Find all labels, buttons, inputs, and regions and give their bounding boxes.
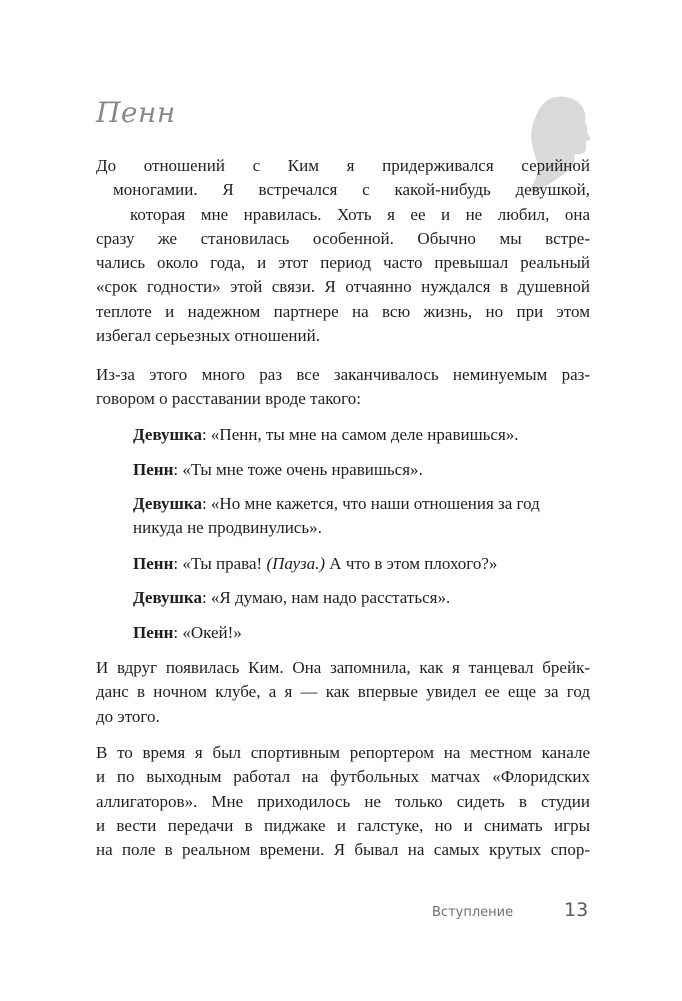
dialogue-line-3 [133,492,590,541]
dialogue-line-4 [133,552,590,576]
dialogue-line-6 [133,621,590,645]
text-line: чались около года, и этот период часто превышал реальный [96,253,590,273]
running-footer-section: Вступление [432,905,514,920]
text-line: данс в ночном клубе, а я — как впервые увидел ее еще за год [96,682,590,702]
text-line: избегал серьезных отношений. [96,326,320,346]
paragraph-3 [96,656,590,729]
text-line: И вдруг появилась Ким. Она запомнила, как я танцевал брейк- [96,658,590,677]
speaker-name: Девушка [133,425,202,444]
speaker-name: Пенн [133,460,174,479]
paragraph-1 [96,154,590,348]
text-line: моногамии. Я встречался с какой-нибудь девушкой, [113,180,590,200]
dialogue-line-1 [133,423,590,447]
speaker-name: Пенн [133,554,174,573]
stage-direction: (Пауза.) [266,554,326,573]
page-number: 13 [564,899,589,921]
dialogue-text: : «Ты мне тоже очень нравишься». [173,460,423,479]
paragraph-4 [96,741,590,862]
text-line: Из-за этого много раз все заканчивалось неминуемым раз- [96,365,590,384]
speaker-name: Девушка [133,588,202,607]
text-line: «срок годности» этой связи. Я отчаянно нуждался в душевной [96,277,590,297]
speaker-name: Пенн [133,623,174,642]
text-line: В то время я был спортивным репортером на местном канале [96,743,590,762]
text-line: которая мне нравилась. Хоть я ее и не любил, она [130,204,590,224]
text-line: и вести передачи в пиджаке и галстуке, но и снимать игры [96,815,590,835]
text-line: теплоте и надежном партнере на всю жизнь, но при этом [96,301,590,321]
dialogue-text: : «Пенн, ты мне на самом деле нравишься». [201,425,519,444]
dialogue-text: : «Окей!» [173,623,242,642]
dialogue-line-5 [133,586,590,610]
dialogue-text: А что в этом плохого?» [325,554,498,573]
dialogue-text: : «Ты права! [173,554,267,573]
dialogue-line-2 [133,458,590,482]
speaker-heading: Пенн [96,96,176,129]
paragraph-2 [96,363,590,412]
dialogue-text: : «Я думаю, нам надо расстаться». [201,588,451,607]
text-line: и по выходным работал на футбольных матчах «Флоридских [96,767,590,787]
text-line: говором о расставании вроде такого: [96,389,361,409]
dialogue-text: : «Но мне кажется, что наши отношения за год [201,494,540,513]
text-line: До отношений с Ким я придерживался серийной [96,156,590,175]
text-line: до этого. [96,706,160,726]
text-line: сразу же становилась особенной. Обычно мы встре- [96,228,590,248]
dialogue-text: никуда не продвинулись». [133,518,322,538]
text-line: на поле в реальном времени. Я бывал на самых крутых спор- [96,840,590,860]
text-line: аллигаторов». Мне приходилось не только сидеть в студии [96,791,590,811]
speaker-name: Девушка [133,494,202,513]
